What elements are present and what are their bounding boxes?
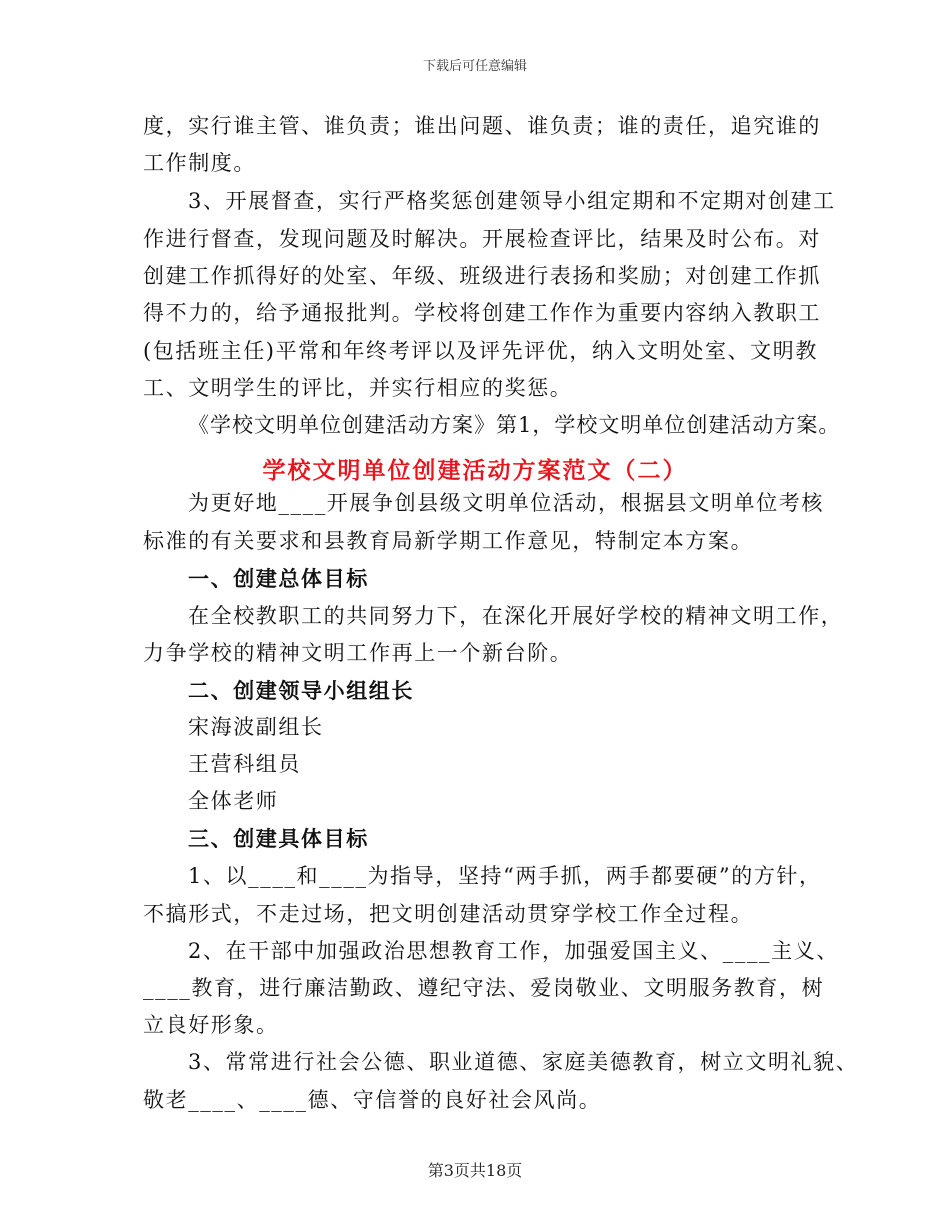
body-line: 在全校教职工的共同努力下，在深化开展好学校的精神文明工作，: [188, 604, 844, 628]
member-line: 王营科组员: [188, 752, 301, 776]
member-line: 宋海波副组长: [188, 715, 324, 739]
page-header: 下载后可任意编辑: [422, 59, 527, 74]
numbered-item: 3、常常进行社会公德、职业道德、家庭美德教育，树立文明礼貌、: [188, 1050, 859, 1074]
body-line: 度，实行谁主管、谁负责；谁出问题、谁负责；谁的责任，追究谁的: [143, 114, 821, 138]
heading-2: 二、创建领导小组组长: [188, 678, 414, 703]
body-line: 作进行督查，发现问题及时解决。开展检查评比，结果及时公布。对: [143, 227, 821, 251]
section-title: 学校文明单位创建活动方案范文（二）: [262, 457, 688, 484]
body-line: 力争学校的精神文明工作再上一个新台阶。: [143, 641, 573, 665]
body-line: 标准的有关要求和县教育局新学期工作意见，特制定本方案。: [143, 529, 754, 553]
source-line: 《学校文明单位创建活动方案》第1，学校文明单位创建活动方案。: [188, 413, 841, 437]
body-line: 工作制度。: [143, 151, 256, 175]
body-line: 不搞形式，不走过场，把文明创建活动贯穿学校工作全过程。: [143, 902, 754, 926]
body-line: 立良好形象。: [143, 1013, 279, 1037]
body-line: 得不力的，给予通报批判。学校将创建工作作为重要内容纳入教职工: [143, 301, 821, 325]
member-line: 全体老师: [188, 789, 279, 813]
heading-3: 三、创建具体目标: [188, 826, 369, 851]
body-line: ____教育，进行廉洁勤政、遵纪守法、爱岗敬业、文明服务教育，树: [143, 976, 825, 1000]
body-line: (包括班主任)平常和年终考评以及评先评优，纳入文明处室、文明教: [143, 339, 818, 363]
numbered-item: 1、以____和____为指导，坚持“两手抓，两手都要硬”的方针，: [188, 864, 822, 888]
heading-1: 一、创建总体目标: [188, 566, 369, 591]
body-line: 为更好地____开展争创县级文明单位活动，根据县文明单位考核: [188, 491, 824, 515]
body-line: 工、文明学生的评比，并实行相应的奖惩。: [143, 376, 573, 400]
body-line: 敬老____、____德、守信誉的良好社会风尚。: [143, 1088, 602, 1112]
body-line: 创建工作抓得好的处室、年级、班级进行表扬和奖励；对创建工作抓: [143, 264, 821, 288]
numbered-item: 2、在干部中加强政治思想教育工作，加强爱国主义、____主义、: [188, 939, 839, 963]
page-number: 第3页共18页: [427, 1161, 523, 1180]
numbered-item: 3、开展督查，实行严格奖惩创建领导小组定期和不定期对创建工: [188, 189, 836, 213]
